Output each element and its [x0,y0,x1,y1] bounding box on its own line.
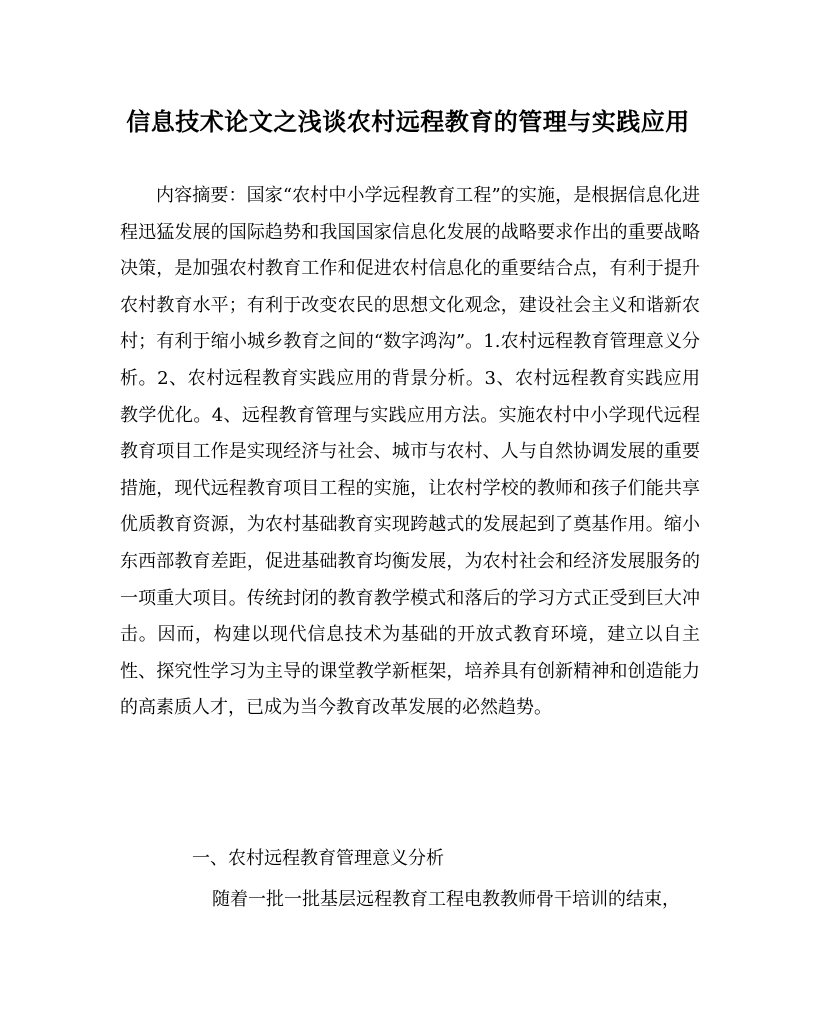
abstract-paragraph: 内容摘要：国家“农村中小学远程教育工程”的实施，是根据信息化进程迅猛发展的国际趋势和我国国家信息化发展的战略要求作出的重要战略决策，是加强农村教育工作和促进农村信息化的重要结合点，有利于提升农村教育水平；有利于改变农民的思想文化观念，建设社会主义和谐新农村；有利于缩小城乡教育之间的“数字鸿沟”。1.农村远程教育管理意义分析。2、农村远程教育实践应用的背景分析。3、农村远程教育实践应用教学优化。4、远程教育管理与实践应用方法。实施农村中小学现代远程教育项目工作是实现经济与社会、城市与农村、人与自然协调发展的重要措施，现代远程教育项目工程的实施，让农村学校的教师和孩子们能共享优质教育资源，为农村基础教育实现跨越式的发展起到了奠基作用。缩小东西部教育差距，促进基础教育均衡发展，为农村社会和经济发展服务的一项重大项目。传统封闭的教育教学模式和落后的学习方式正受到巨大冲击。因而，构建以现代信息技术为基础的开放式教育环境，建立以自主性、探究性学习为主导的课堂教学新框架，培养具有创新精神和创造能力的高素质人才，已成为当今教育改革发展的必然趋势。 [120,185,700,719]
document-title: 信息技术论文之浅谈农村远程教育的管理与实践应用 [126,107,690,136]
section-paragraph: 随着一批一批基层远程教育工程电教教师骨干培训的结束， [212,889,680,910]
section-heading: 一、农村远程教育管理意义分析 [192,848,444,869]
